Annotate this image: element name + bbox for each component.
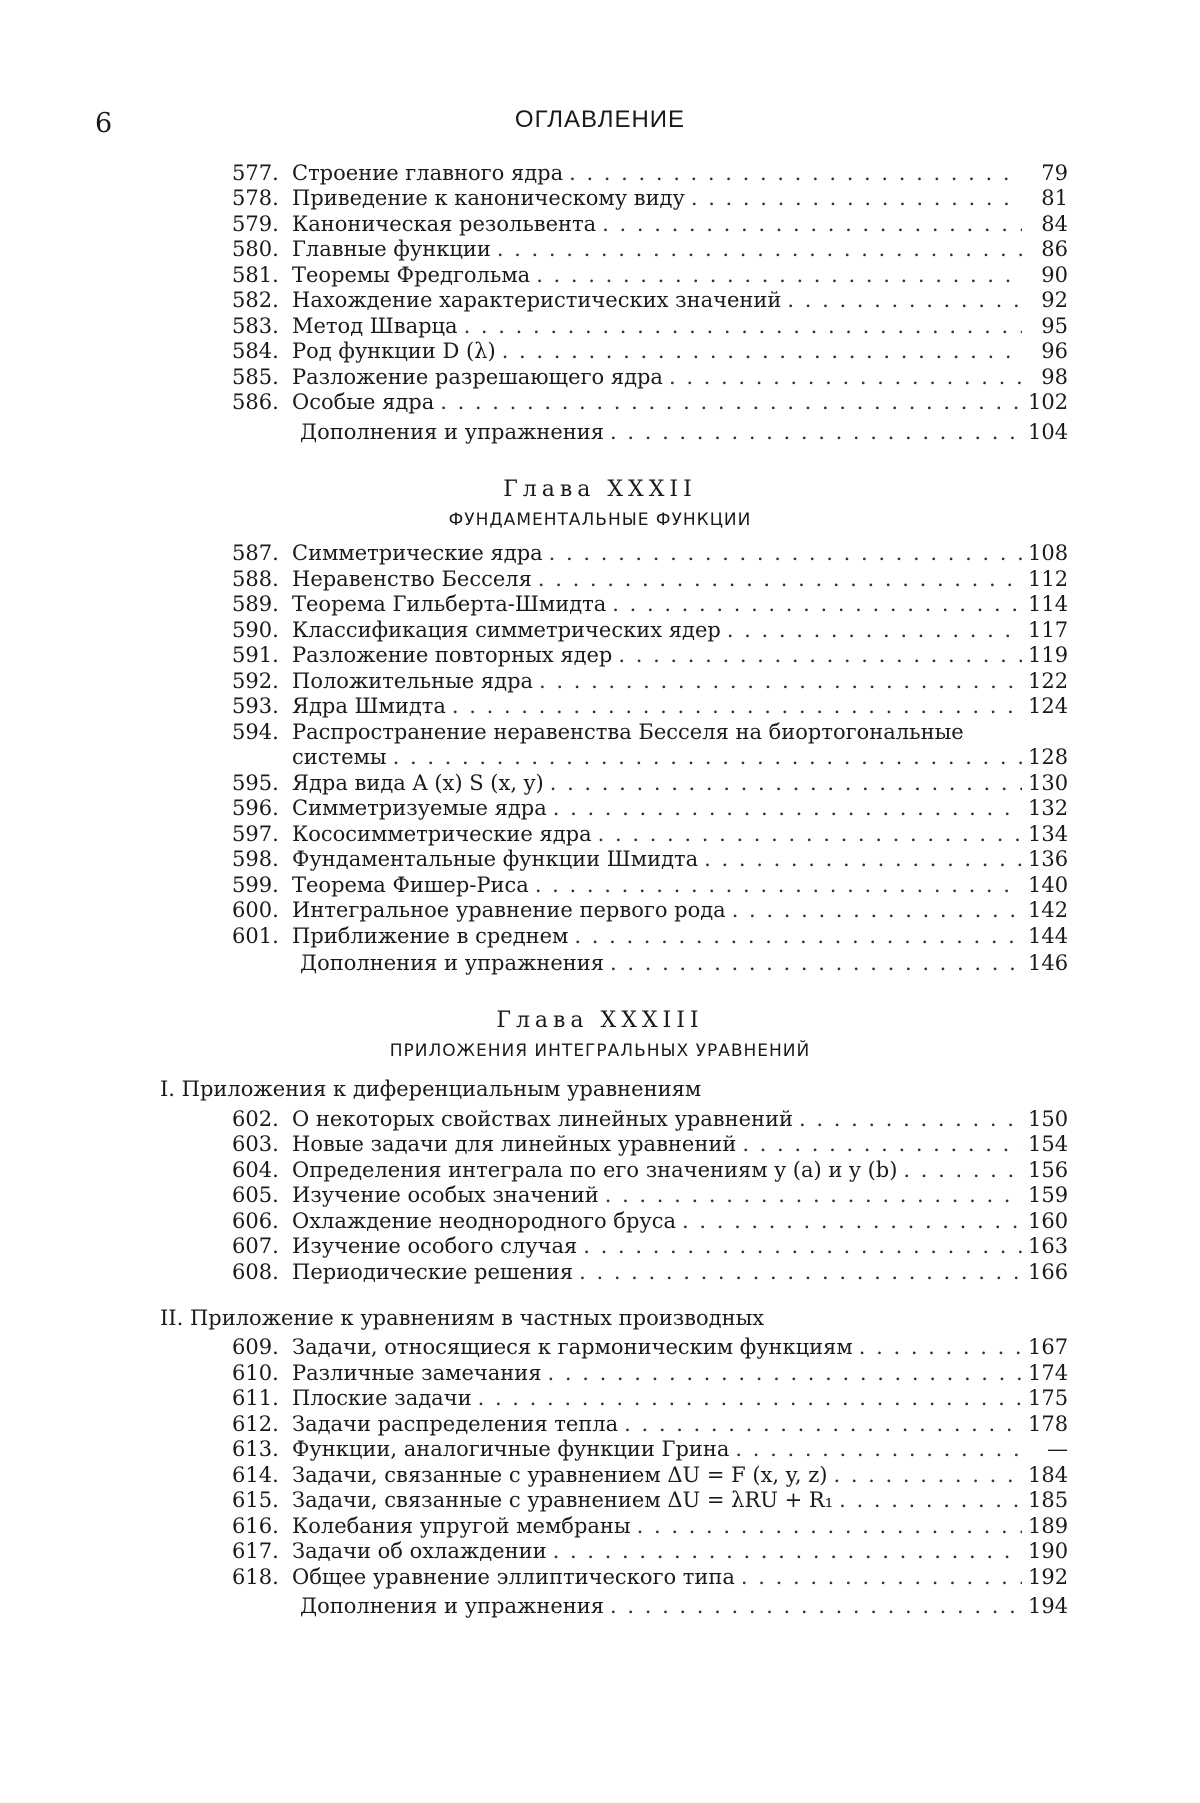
toc-entry: 583. Метод Шварца . . . 95 <box>232 313 1068 339</box>
toc-entry: 601. Приближение в среднем . . . 144 <box>232 923 1068 949</box>
leader-dots <box>598 822 1022 847</box>
leader-dots <box>536 263 1022 288</box>
toc-entry: 609. Задачи, относящиеся к гармоническим функциям . . . 167 <box>232 1335 1068 1361</box>
leader-dots <box>669 365 1022 390</box>
leader-dots <box>682 1209 1022 1234</box>
leader-dots <box>538 567 1022 592</box>
toc-entry: 617. Задачи об охлаждении . . . 190 <box>232 1539 1068 1565</box>
leader-dots <box>452 694 1022 719</box>
toc-entry: 580. Главные функции . . . 86 <box>232 237 1068 263</box>
leader-dots <box>618 643 1022 668</box>
chapter-xxxiii <box>0 1006 1200 1619</box>
leader-dots <box>637 1514 1022 1539</box>
leader-dots <box>833 1463 1022 1488</box>
leader-dots <box>440 390 1022 415</box>
leader-dots <box>553 1539 1022 1564</box>
toc-entry: 612. Задачи распределения тепла . . . 178 <box>232 1411 1068 1437</box>
toc-entry: 608. Периодические решения . . . 166 <box>232 1259 1068 1285</box>
toc-entry: 591. Разложение повторных ядер . . . 119 <box>232 643 1068 669</box>
leader-dots <box>704 847 1022 872</box>
leader-dots <box>610 951 1022 976</box>
toc-entry: 596. Симметризуемые ядра . . . 132 <box>232 796 1068 822</box>
running-title: ОГЛАВЛЕНИЕ <box>514 106 686 133</box>
toc-supplement: Дополнения и упражнения . . . 146 <box>232 951 1068 977</box>
toc-entry: 614. Задачи, связанные с уравнением ΔU = F (x, y, z) . . . 184 <box>232 1462 1068 1488</box>
toc-entry: 578. Приведение к каноническому виду . . . 81 <box>232 186 1068 212</box>
toc-entry: 611. Плоские задачи . . . 175 <box>232 1386 1068 1412</box>
leader-dots <box>799 1107 1022 1132</box>
toc-entry: 615. Задачи, связанные с уравнением ΔU = λRU + R₁ . . . 185 <box>232 1488 1068 1514</box>
toc-entry: 585. Разложение разрешающего ядра . . . 98 <box>232 364 1068 390</box>
section-heading: I. Приложения к диференциальным уравнениям <box>160 1077 702 1101</box>
toc-entry: 616. Колебания упругой мембраны . . . 189 <box>232 1513 1068 1539</box>
toc-entry: 579. Каноническая резольвента . . . 84 <box>232 211 1068 237</box>
leader-dots <box>735 1437 1022 1462</box>
toc-entry: 577. Строение главного ядра . . . 79 <box>232 160 1068 186</box>
leader-dots <box>839 1488 1022 1513</box>
toc-entry: 606. Охлаждение неоднородного бруса . . . 160 <box>232 1208 1068 1234</box>
toc-entry: 610. Различные замечания . . . 174 <box>232 1360 1068 1386</box>
leader-dots <box>574 924 1022 949</box>
toc-entry: 595. Ядра вида A (x) S (x, y) . . . 130 <box>232 770 1068 796</box>
toc-block-1 <box>0 160 1200 445</box>
leader-dots <box>478 1386 1022 1411</box>
leader-dots <box>502 339 1022 364</box>
toc-entry: 597. Кососимметрические ядра . . . 134 <box>232 821 1068 847</box>
leader-dots <box>610 420 1022 445</box>
toc-entry-594-line1: 594. Распространение неравенства Бесселя на биортогональные <box>232 719 964 744</box>
leader-dots <box>549 541 1022 566</box>
leader-dots <box>859 1335 1022 1360</box>
leader-dots <box>903 1158 1022 1183</box>
chapter-xxxii <box>0 475 1200 977</box>
leader-dots <box>535 873 1022 898</box>
leader-dots <box>464 314 1022 339</box>
toc-entry: 599. Теорема Фишер-Риса . . . 140 <box>232 872 1068 898</box>
toc-entry-594-line2: системы . . . 128 <box>232 745 1068 771</box>
toc-entry: 607. Изучение особого случая . . . 163 <box>232 1234 1068 1260</box>
leader-dots <box>602 212 1022 237</box>
leader-dots <box>732 898 1022 923</box>
table-of-contents <box>0 160 1200 1619</box>
leader-dots <box>548 1361 1022 1386</box>
toc-entry: 602. О некоторых свойствах линейных уравнений . . . 150 <box>232 1106 1068 1132</box>
toc-supplement: Дополнения и упражнения . . . 194 <box>232 1594 1068 1620</box>
toc-entry: 598. Фундаментальные функции Шмидта . . . 136 <box>232 847 1068 873</box>
section-heading: II. Приложение к уравнениям в частных производных <box>160 1305 765 1330</box>
leader-dots <box>569 161 1022 186</box>
toc-entry: 581. Теоремы Фредгольма . . . 90 <box>232 262 1068 288</box>
leader-dots <box>553 796 1022 821</box>
page-number: 6 <box>95 108 113 139</box>
chapter-heading: Глава XXXIII <box>496 1008 704 1033</box>
toc-entry: 613. Функции, аналогичные функции Грина . . . — <box>232 1437 1068 1463</box>
leader-dots <box>741 1565 1022 1590</box>
leader-dots <box>539 669 1022 694</box>
chapter-heading: Глава XXXII <box>503 476 697 502</box>
leader-dots <box>583 1234 1022 1259</box>
toc-entry: 582. Нахождение характеристических значений . . . 92 <box>232 288 1068 314</box>
leader-dots <box>497 237 1022 262</box>
toc-entry: 584. Род функции D (λ) . . . 96 <box>232 339 1068 365</box>
leader-dots <box>727 618 1022 643</box>
toc-entry: 589. Теорема Гильберта-Шмидта . . . 114 <box>232 592 1068 618</box>
toc-supplement: Дополнения и упражнения . . . 104 <box>232 419 1068 445</box>
toc-entry: 590. Классификация симметрических ядер . . . 117 <box>232 617 1068 643</box>
leader-dots <box>691 186 1022 211</box>
toc-entry: 618. Общее уравнение эллиптического типа . . . 192 <box>232 1564 1068 1590</box>
toc-entry: 603. Новые задачи для линейных уравнений . . . 154 <box>232 1132 1068 1158</box>
toc-entry: 592. Положительные ядра . . . 122 <box>232 668 1068 694</box>
leader-dots <box>612 592 1022 617</box>
leader-dots <box>624 1412 1022 1437</box>
chapter-subtitle: ФУНДАМЕНТАЛЬНЫЕ ФУНКЦИИ <box>448 509 752 530</box>
toc-entry: 586. Особые ядра . . . 102 <box>232 390 1068 416</box>
toc-entry: 587. Симметрические ядра . . . 108 <box>232 541 1068 567</box>
leader-dots <box>742 1132 1022 1157</box>
toc-entry: 604. Определения интеграла по его значениям y (a) и y (b) . . . 156 <box>232 1157 1068 1183</box>
chapter-subtitle: ПРИЛОЖЕНИЯ ИНТЕГРАЛЬНЫХ УРАВНЕНИЙ <box>389 1041 811 1061</box>
leader-dots <box>579 1260 1022 1285</box>
leader-dots <box>393 745 1022 770</box>
leader-dots <box>610 1594 1022 1619</box>
toc-entry: 605. Изучение особых значений . . . 159 <box>232 1183 1068 1209</box>
leader-dots <box>605 1183 1022 1208</box>
toc-entry: 593. Ядра Шмидта . . . 124 <box>232 694 1068 720</box>
leader-dots <box>787 288 1022 313</box>
toc-entry: 588. Неравенство Бесселя . . . 112 <box>232 566 1068 592</box>
leader-dots <box>550 771 1022 796</box>
toc-entry: 600. Интегральное уравнение первого рода . . . 142 <box>232 898 1068 924</box>
